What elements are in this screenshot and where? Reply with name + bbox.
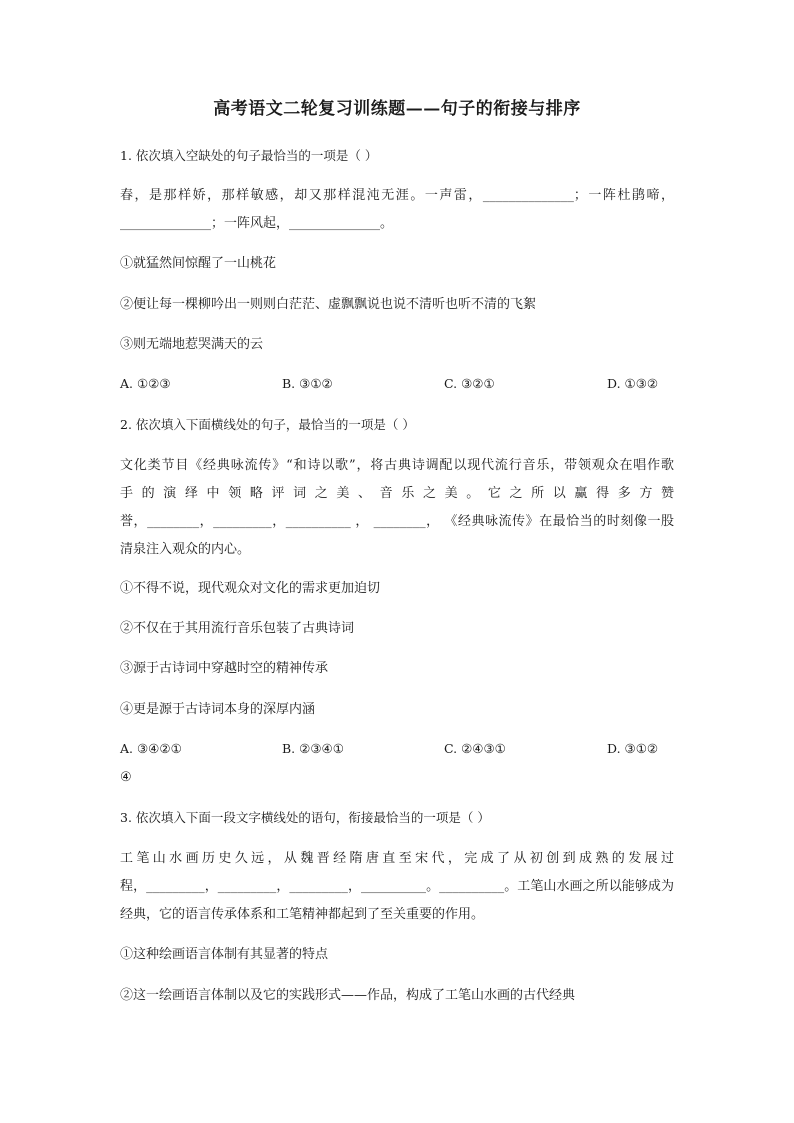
option-c[interactable]: C. ③②① [444, 376, 495, 391]
option-c[interactable]: C. ②④③① [444, 741, 506, 756]
question-2-item: ②不仅在于其用流行音乐包装了古典诗词 [120, 621, 355, 636]
question-3-item: ①这种绘画语言体制有其显著的特点 [120, 947, 329, 962]
question-1-passage-line: 春，是那样娇，那样敏感，却又那样混沌无涯。一声雷，______________；一阵杜鹃啼， [120, 188, 674, 203]
question-2-item: ①不得不说，现代观众对文化的需求更加迫切 [120, 581, 381, 596]
question-3-item: ②这一绘画语言体制以及它的实践形式——作品，构成了工笔山水画的古代经典 [120, 988, 576, 1003]
question-2-options [120, 741, 674, 759]
question-2-passage-line: 文化类节目《经典咏流传》“和诗以歌”，将古典诗调配以现代流行音乐，带领观众在唱作歌 [120, 458, 674, 473]
question-2-item: ③源于古诗词中穿越时空的精神传承 [120, 661, 329, 676]
question-3-passage-line: 经典，它的语言传承体系和工笔精神都起到了至关重要的作用。 [120, 907, 485, 922]
question-3-passage-line: 程，_________，_________，_________，__________。__________。工笔山水画之所以能够成为 [120, 879, 674, 894]
question-1-stem: 1. 依次填入空缺处的句子最恰当的一项是（ ） [120, 148, 378, 163]
question-1-item: ②便让每一棵柳吟出一则则白茫茫、虚飘飘说也说不清听也听不清的飞絮 [120, 297, 537, 312]
question-3-passage-line: 工笔山水画历史久远，从魏晋经隋唐直至宋代，完成了从初创到成熟的发展过 [120, 851, 674, 866]
question-2-passage-line: 清泉注入观众的内心。 [120, 542, 251, 557]
question-1-passage-line: ______________；一阵风起，______________。 [120, 216, 394, 231]
option-a[interactable]: A. ①②③ [120, 376, 171, 391]
question-2-passage-line: 手 的 演 绎 中 领 略 评 词 之 美 、 音 乐 之 美 。 它 之 所 以 赢 得 多 方 赞 [120, 486, 674, 501]
question-2-stem: 2. 依次填入下面横线处的句子，最恰当的一项是（ ） [120, 417, 415, 432]
question-2-item: ④更是源于古诗词本身的深厚内涵 [120, 702, 316, 717]
question-1-item: ③则无端地惹哭满天的云 [120, 337, 264, 352]
question-1-options [120, 376, 674, 394]
question-1-item: ①就猛然间惊醒了一山桃花 [120, 256, 277, 271]
option-b[interactable]: B. ③①② [282, 376, 333, 391]
option-d[interactable]: D. ③①② [607, 741, 659, 756]
option-b[interactable]: B. ②③④① [282, 741, 344, 756]
document-title: 高考语文二轮复习训练题——句子的衔接与排序 [213, 99, 581, 119]
option-a[interactable]: A. ③④②① [120, 741, 182, 756]
option-d[interactable]: D. ①③② [607, 376, 659, 391]
question-2-passage-line: 誉，________，_________，__________ ， ________， 《经典咏流传》在最恰当的时刻像一股 [120, 514, 674, 529]
option-d-wrap: ④ [120, 770, 132, 785]
question-3-stem: 3. 依次填入下面一段文字横线处的语句，衔接最恰当的一项是（ ） [120, 810, 490, 825]
